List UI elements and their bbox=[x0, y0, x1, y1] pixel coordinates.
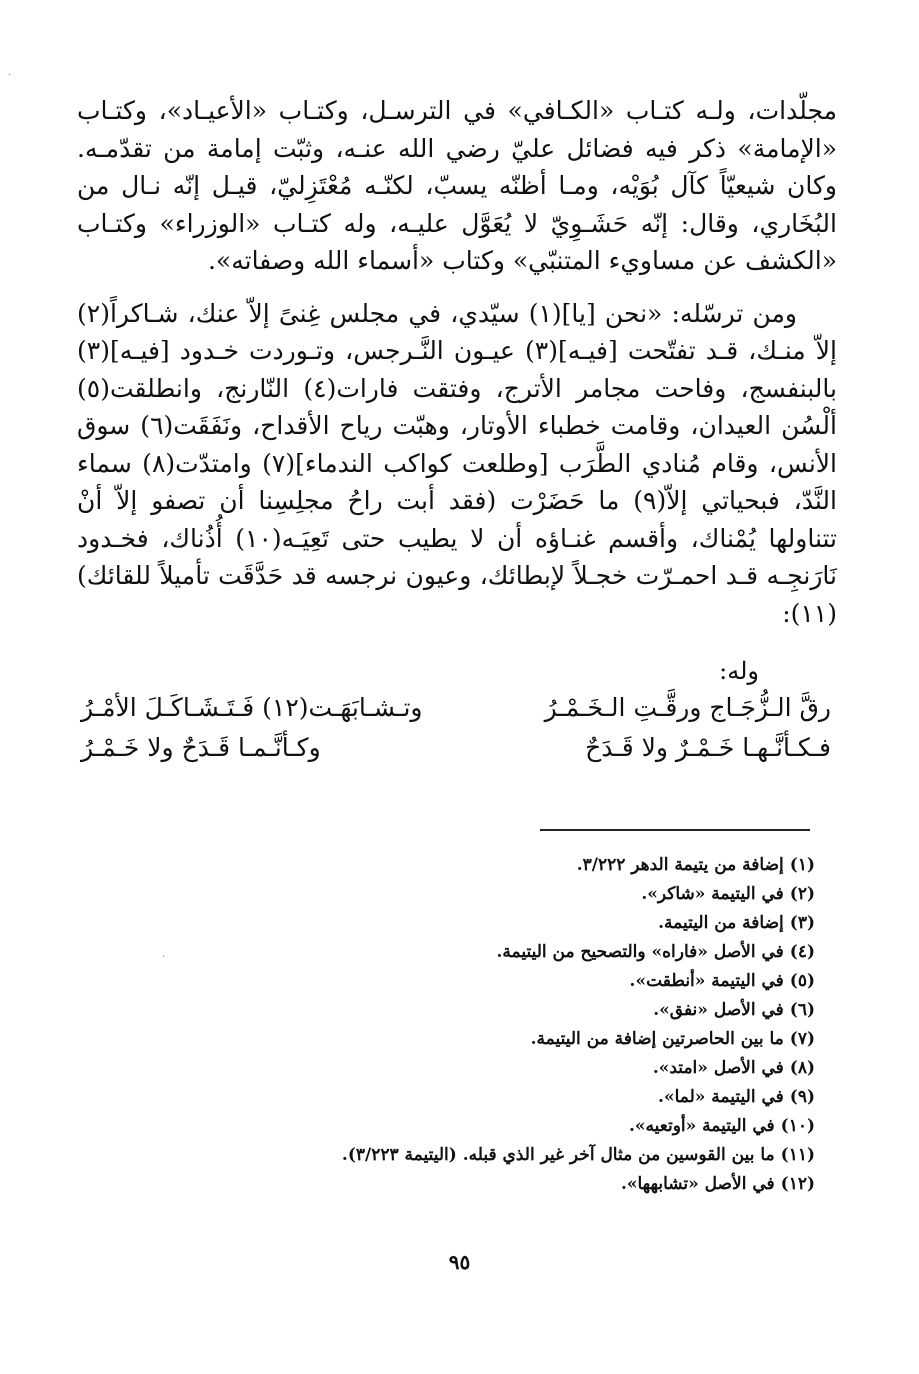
footnote-number: (٦) bbox=[789, 1000, 815, 1020]
footnote-text: في الأصل «نفق». bbox=[653, 1000, 784, 1020]
verse-second-hemistich: وكـأنَّـمـا قَـدَحٌ ولا خَـمْـرُ bbox=[81, 733, 321, 762]
footnote-text: في اليتيمة «أنطقت». bbox=[629, 971, 784, 991]
footnote-text: في الأصل «فاراه» والتصحيح من اليتيمة. bbox=[496, 942, 784, 962]
footnote-item bbox=[255, 938, 815, 967]
footnote-text: ما بين القوسين من مثال آخر غير الذي قبله. (اليتيمة ٣/٢٢٣). bbox=[341, 1145, 775, 1165]
footnote-item bbox=[255, 1141, 815, 1170]
footnote-item bbox=[255, 996, 815, 1025]
footnote-item bbox=[255, 967, 815, 996]
scan-speck: · bbox=[162, 952, 166, 963]
verse-line bbox=[81, 733, 831, 762]
footnote-number: (١١) bbox=[780, 1145, 815, 1165]
footnote-number: (٣) bbox=[789, 913, 815, 933]
footnote-number: (٨) bbox=[789, 1058, 815, 1078]
footnote-item bbox=[255, 1083, 815, 1112]
footnote-item bbox=[255, 1112, 815, 1141]
verse-first-hemistich: رقَّ الـزُّجَـاج ورقَّـتِ الـخَـمْـرُ bbox=[544, 693, 831, 722]
scan-speck: · bbox=[8, 70, 12, 81]
footnote-item bbox=[255, 880, 815, 909]
page-number: ٩٥ bbox=[448, 1250, 471, 1274]
footnote-number: (١٢) bbox=[780, 1174, 815, 1194]
footnote-number: (٩) bbox=[789, 1087, 815, 1107]
footnote-text: في الأصل «امتد». bbox=[652, 1058, 784, 1078]
verse-line bbox=[81, 693, 831, 722]
footnote-item bbox=[255, 1025, 815, 1054]
footnote-item bbox=[255, 1054, 815, 1083]
paragraph-1: مجلّدات، ولـه كتـاب «الكـافي» في الترسـل، وكتـاب «الأعيـاد»، وكتـاب «الإمامة» ذكر فيه فضائل عليّ رضي الله عنـه، وثبّت إمامة من تقدّمـه. وكان شيعيّاً كآل بُوَيْه، ومـا أظنّه يسبّ، لكنّـه مُعْتَزِليّ، قيـل إنّه نـال من البُخَاري، وقال: إنّه حَشَـوِيّ لا يُعَوَّل عليـه، وله كتـاب «الوزراء» وكتـاب «الكشف عن مساويء المتنبّي» وكتاب «أسماء الله وصفاته». bbox=[77, 96, 837, 275]
footnote-text: في اليتيمة «أوتعيه». bbox=[628, 1116, 775, 1136]
footnote-text: ما بين الحاصرتين إضافة من اليتيمة. bbox=[530, 1029, 784, 1049]
paragraph-2: ومن ترسّله: «نحن [يا](١) سيّدي، في مجلس غِنىً إلاّ عنك، شـاكراً(٢) إلاّ منـك، قـد تفتّحت [فيـه](٣) عيـون النَّـرجس، وتـوردت خـدود [فيـه](٣) بالبنفسج، وفاحت مجامر الأترج، وفتقت فارات(٤) النّارنج، وانطلقت(٥) ألْسُن العيدان، وقامت خطباء الأوتار، وهبّت رياح الأقداح، ونَفَقَت(٦) سوق الأنس، وقام مُنادي الطَّرَب [وطلعت كواكب الندماء](٧) وامتدّت(٨) سماء النَّدّ، فبحياتي إلاّ(٩) ما حَضَرْت (فقد أبت راحُ مجلِسِنا أن تصفو إلاّ أنْ تتناولها يُمْناك، وأقسم غنـاؤه أن لا يطيب حتى تَعِيَـه(١٠) أُذُناك، فخـدود نَارَنجِـه قـد احمـرّت خجـلاً لإبطائك، وعيون نرجسه قد حَدَّقَت تأميلاً للقائك)(١١): bbox=[77, 298, 837, 628]
footnote-number: (١٠) bbox=[780, 1116, 815, 1136]
footnote-item bbox=[255, 909, 815, 938]
footnote-text: إضافة من اليتيمة. bbox=[658, 913, 784, 933]
footnote-divider bbox=[540, 829, 810, 831]
footnote-text: في اليتيمة «شاكر». bbox=[641, 884, 784, 904]
footnote-item bbox=[255, 851, 815, 880]
verse-first-hemistich: فـكـأنَّـهـا خَـمْـرٌ ولا قَـدَحٌ bbox=[585, 733, 831, 762]
verse-intro: وله: bbox=[719, 657, 759, 685]
verse-second-hemistich: وتـشـابَهَـت(١٢) فَـتَـشَـاكَـلَ الأمْـرُ bbox=[81, 693, 423, 722]
footnote-number: (٥) bbox=[789, 971, 815, 991]
footnote-text: في الأصل «تشابهها». bbox=[620, 1174, 775, 1194]
footnotes-list bbox=[255, 851, 815, 1199]
footnote-number: (٤) bbox=[789, 942, 815, 962]
footnote-item bbox=[255, 1170, 815, 1199]
footnote-text: في اليتيمة «لما». bbox=[658, 1087, 784, 1107]
main-text bbox=[77, 92, 837, 632]
footnote-number: (٧) bbox=[789, 1029, 815, 1049]
footnote-number: (٢) bbox=[789, 884, 815, 904]
footnote-number: (١) bbox=[789, 855, 815, 875]
footnote-text: إضافة من يتيمة الدهر ٣/٢٢٢. bbox=[576, 855, 784, 875]
